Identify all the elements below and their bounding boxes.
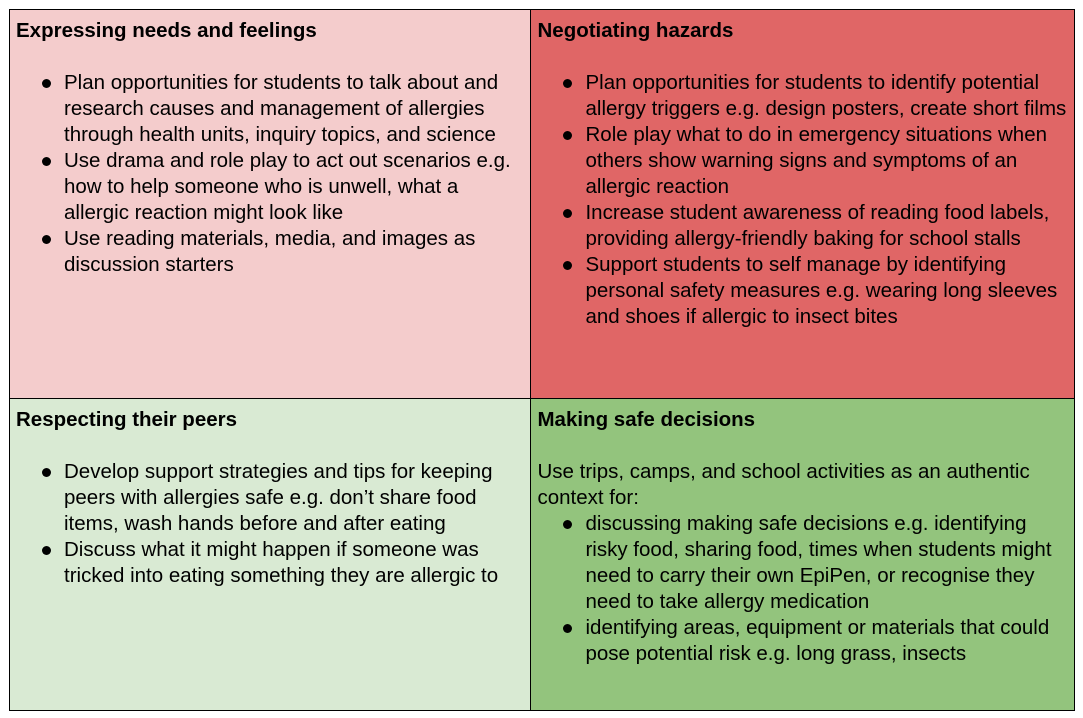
bullet-icon	[563, 520, 572, 529]
bullet-icon	[563, 79, 572, 88]
bullet-icon	[42, 546, 51, 555]
bullet-icon	[563, 624, 572, 633]
list-item: Role play what to do in emergency situations when others show warning signs and symptoms of an allergic reaction	[537, 122, 1068, 200]
respecting-peers-title: Respecting their peers	[16, 408, 238, 432]
expressing-needs-list	[16, 70, 524, 278]
respecting-peers-cell	[10, 399, 531, 711]
list-item: discussing making safe decisions e.g. identifying risky food, sharing food, times when students might need to carry their own EpiPen, or recognise they need to take allergy medication	[537, 511, 1068, 615]
bullet-icon	[42, 157, 51, 166]
making-decisions-intro: Use trips, camps, and school activities as an authentic context for:	[537, 460, 1030, 510]
bullet-icon	[42, 79, 51, 88]
bullet-icon	[563, 261, 572, 270]
bullet-icon	[42, 468, 51, 477]
expressing-needs-cell	[10, 10, 531, 399]
negotiating-hazards-title: Negotiating hazards	[537, 19, 734, 42]
list-item: Develop support strategies and tips for keeping peers with allergies safe e.g. don’t share food items, wash hands before and after eating	[16, 459, 524, 537]
bullet-icon	[42, 235, 51, 244]
list-item: Plan opportunities for students to identify potential allergy triggers e.g. design posters, create short films	[537, 70, 1068, 122]
making-decisions-cell	[531, 399, 1075, 711]
strategies-table	[9, 9, 1075, 711]
negotiating-hazards-cell	[531, 10, 1075, 399]
respecting-peers-list	[16, 459, 524, 589]
making-decisions-title: Making safe decisions	[537, 408, 756, 432]
list-item: Use drama and role play to act out scenarios e.g. how to help someone who is unwell, what a allergic reaction might look like	[16, 148, 524, 226]
negotiating-hazards-list	[537, 70, 1068, 330]
list-item: Use reading materials, media, and images as discussion starters	[16, 226, 524, 278]
list-item: Support students to self manage by identifying personal safety measures e.g. wearing long sleeves and shoes if allergic to insect bites	[537, 252, 1068, 330]
list-item: Increase student awareness of reading food labels, providing allergy-friendly baking for school stalls	[537, 200, 1068, 252]
bullet-icon	[563, 209, 572, 218]
expressing-needs-title: Expressing needs and feelings	[16, 19, 317, 42]
bullet-icon	[563, 131, 572, 140]
list-item: identifying areas, equipment or materials that could pose potential risk e.g. long grass, insects	[537, 615, 1068, 667]
list-item: Plan opportunities for students to talk about and research causes and management of allergies through health units, inquiry topics, and science	[16, 70, 524, 148]
making-decisions-list	[537, 511, 1068, 667]
list-item: Discuss what it might happen if someone was tricked into eating something they are allergic to	[16, 537, 524, 589]
